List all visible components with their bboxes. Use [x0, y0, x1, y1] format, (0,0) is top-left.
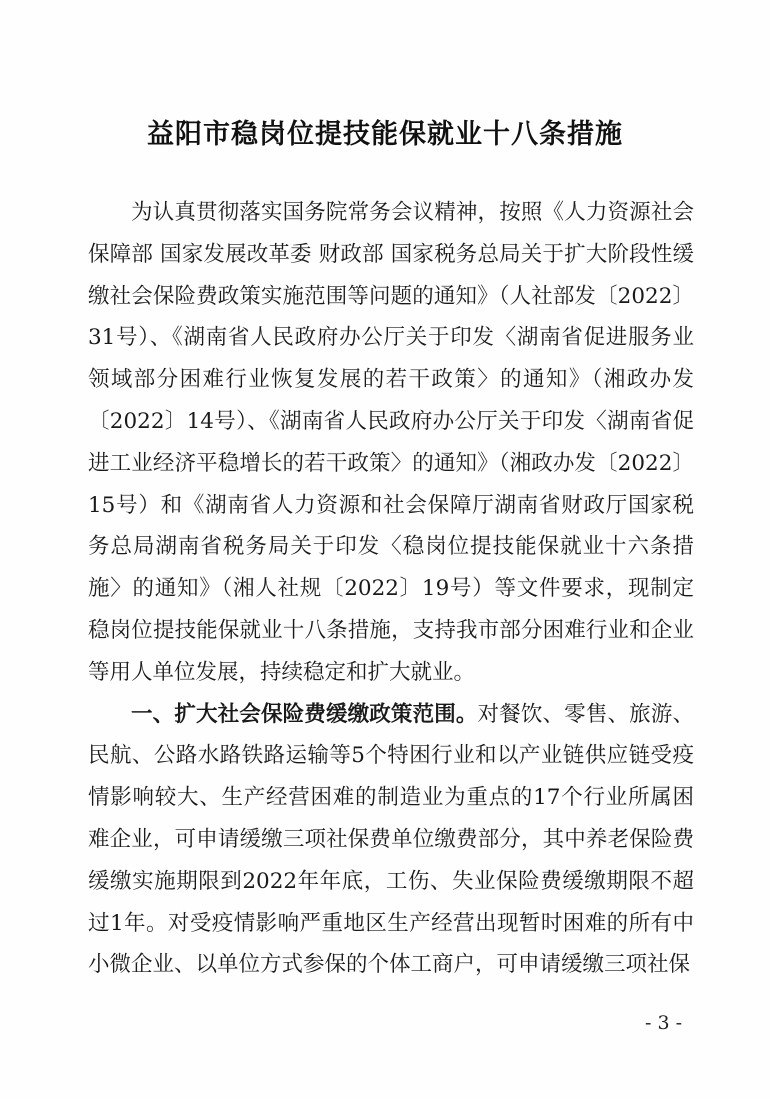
page-number: - 3 - [644, 1012, 682, 1034]
intro-paragraph: 为认真贯彻落实国务院常务会议精神，按照《人力资源社会保障部 国家发展改革委 财政部 国家税务总局关于扩大阶段性缓缴社会保险费政策实施范围等问题的通知》（人社部发〔2022〕31号）、《湖南省人民政府办公厅关于印发〈湖南省促进服务业领域部分困难行业恢复发展的若干政策〉的通知》（湘政办发〔2022〕14号）、《湖南省人民政府办公厅关于印发〈湖南省促进工业经济平稳增长的若干政策〉的通知》（湘政办发〔2022〕15号）和《湖南省人力资源和社会保障厅湖南省财政厅国家税务总局湖南省税务局关于印发〈稳岗位提技能保就业十六条措施〉的通知》（湘人社规〔2022〕19号）等文件要求，现制定稳岗位提技能保就业十八条措施，支持我市部分困难行业和企业等用人单位发展，持续稳定和扩大就业。 [88, 200, 694, 685]
section-1-paragraph [88, 694, 694, 987]
document-body [88, 192, 694, 986]
document-title: 益阳市稳岗位提技能保就业十八条措施 [147, 119, 623, 150]
section-1-body: 对餐饮、零售、旅游、民航、公路水路铁路运输等5个特困行业和以产业链供应链受疫情影响较大、生产经营困难的制造业为重点的17个行业所属困难企业，可申请缓缴三项社保费单位缴费部分，其中养老保险费缓缴实施期限到2022年年底，工伤、失业保险费缓缴期限不超过1年。对受疫情影响严重地区生产经营出现暂时困难的所有中小微企业、以单位方式参保的个体工商户，可申请缓缴三项社保 [88, 701, 694, 978]
section-1-heading: 一、扩大社会保险费缓缴政策范围。 [131, 701, 478, 727]
